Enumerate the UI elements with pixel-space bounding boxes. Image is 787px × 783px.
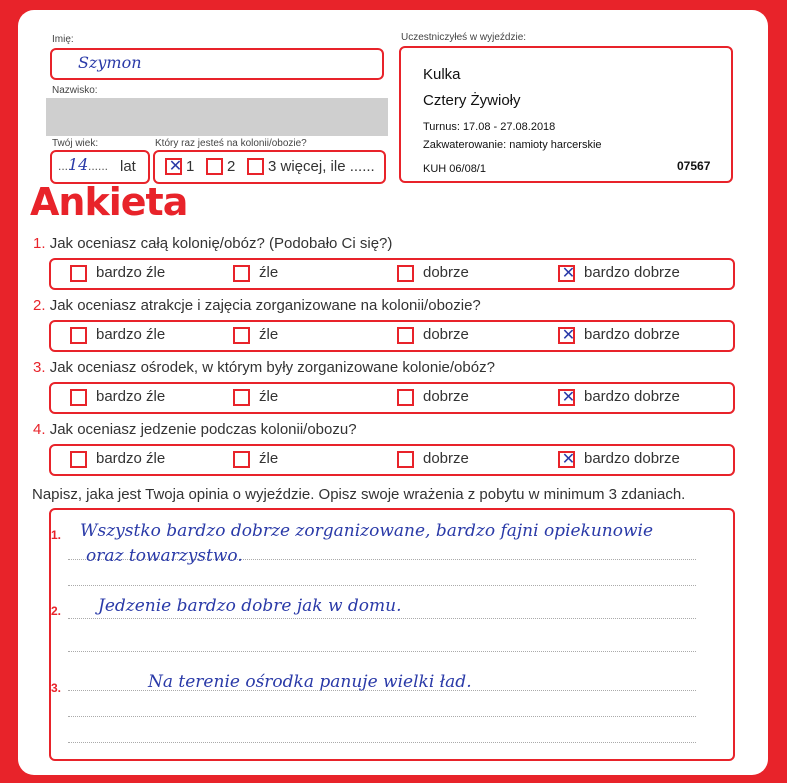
answer-number-2: 2. [51, 604, 62, 618]
rating-checkbox[interactable] [70, 265, 87, 282]
age-dots-left: .... [58, 159, 72, 173]
writing-line [68, 585, 696, 586]
rating-checkbox[interactable] [70, 327, 87, 344]
rating-option-label: bardzo źle [96, 450, 166, 467]
writing-line [68, 716, 696, 717]
rating-checkbox[interactable] [233, 389, 250, 406]
age-value: 14 [68, 155, 89, 174]
which-time-field [153, 150, 386, 184]
age-label: Twój wiek: [52, 138, 99, 149]
question-number: 2. [33, 297, 46, 314]
answer-number-3: 3. [51, 681, 62, 695]
rating-checkbox[interactable] [397, 327, 414, 344]
last-name-label: Nazwisko: [52, 85, 98, 96]
question-2 [33, 297, 481, 314]
which-time-option-2: 2 [227, 158, 236, 175]
answer-3-line-1: Na terenie ośrodka panuje wielki ład. [148, 672, 472, 692]
which-time-checkbox-2[interactable] [206, 158, 223, 175]
writing-line [68, 742, 696, 743]
first-name-label: Imię: [52, 34, 74, 45]
check-mark-icon: ✕ [561, 263, 576, 282]
trip-number: 07567 [677, 159, 711, 173]
answer-number-1: 1. [51, 528, 62, 542]
rating-checkbox[interactable] [233, 451, 250, 468]
rating-option-label: dobrze [423, 450, 469, 467]
rating-option-label: źle [259, 326, 279, 343]
question-number: 1. [33, 235, 46, 252]
question-number: 4. [33, 421, 46, 438]
rating-option-label: bardzo źle [96, 388, 166, 405]
check-mark-icon: ✕ [168, 156, 183, 175]
which-time-checkbox-3[interactable] [247, 158, 264, 175]
writing-line [68, 651, 696, 652]
last-name-redacted [46, 98, 388, 136]
question-1 [33, 235, 392, 252]
rating-checkbox[interactable] [233, 265, 250, 282]
trip-code: KUH 06/08/1 [423, 163, 486, 175]
age-unit: lat [120, 158, 136, 175]
rating-checkbox[interactable] [558, 451, 575, 468]
rating-checkbox[interactable] [558, 265, 575, 282]
question-text: Jak oceniasz całą kolonię/obóz? (Podobało Ci się?) [49, 235, 393, 252]
rating-checkbox[interactable] [397, 265, 414, 282]
answer-1-line-1: Wszystko bardzo dobrze zorganizowane, bardzo fajni opiekunowie [80, 521, 654, 541]
rating-option-label: bardzo dobrze [584, 264, 680, 281]
question-text: Jak oceniasz ośrodek, w którym były zorganizowane kolonie/obóz? [49, 359, 495, 376]
which-time-label: Który raz jesteś na kolonii/obozie? [155, 138, 307, 149]
check-mark-icon: ✕ [561, 387, 576, 406]
rating-checkbox[interactable] [233, 327, 250, 344]
age-field[interactable] [50, 150, 150, 184]
question-3 [33, 359, 495, 376]
rating-option-label: bardzo źle [96, 326, 166, 343]
rating-checkbox[interactable] [558, 327, 575, 344]
rating-option-label: dobrze [423, 388, 469, 405]
participant-label: Uczestniczyłeś w wyjeździe: [401, 32, 527, 43]
rating-checkbox[interactable] [397, 389, 414, 406]
rating-option-label: dobrze [423, 264, 469, 281]
answer-1-line-2: oraz towarzystwo. [86, 546, 243, 566]
first-name-value: Szymon [78, 53, 142, 72]
which-time-option-3: 3 więcej, ile ...... [268, 158, 375, 175]
question-number: 3. [33, 359, 46, 376]
trip-line-2: Cztery Żywioły [423, 92, 521, 109]
question-4 [33, 421, 357, 438]
age-dots-right: ...... [88, 159, 109, 173]
which-time-checkbox-1[interactable] [165, 158, 182, 175]
first-name-field[interactable] [50, 48, 384, 80]
check-mark-icon: ✕ [561, 449, 576, 468]
trip-accommodation: Zakwaterowanie: namioty harcerskie [423, 139, 602, 151]
rating-option-label: bardzo dobrze [584, 326, 680, 343]
writing-line [68, 618, 696, 619]
answer-2-line-1: Jedzenie bardzo dobre jak w domu. [98, 596, 402, 616]
rating-checkbox[interactable] [70, 389, 87, 406]
rating-option-label: źle [259, 450, 279, 467]
rating-option-label: bardzo dobrze [584, 388, 680, 405]
rating-option-label: dobrze [423, 326, 469, 343]
opinion-prompt: Napisz, jaka jest Twoja opinia o wyjeździe. Opisz swoje wrażenia z pobytu w minimum 3 zdaniach. [32, 486, 686, 503]
trip-turnus: Turnus: 17.08 - 27.08.2018 [423, 121, 556, 133]
question-text: Jak oceniasz atrakcje i zajęcia zorganizowane na kolonii/obozie? [49, 297, 481, 314]
rating-checkbox[interactable] [70, 451, 87, 468]
rating-option-label: źle [259, 388, 279, 405]
rating-option-label: bardzo źle [96, 264, 166, 281]
rating-option-label: źle [259, 264, 279, 281]
trip-line-1: Kulka [423, 66, 461, 83]
trip-info-box [399, 46, 733, 183]
page-title: Ankieta [30, 180, 188, 224]
check-mark-icon: ✕ [561, 325, 576, 344]
which-time-option-1: 1 [186, 158, 195, 175]
rating-checkbox[interactable] [558, 389, 575, 406]
rating-checkbox[interactable] [397, 451, 414, 468]
rating-option-label: bardzo dobrze [584, 450, 680, 467]
question-text: Jak oceniasz jedzenie podczas kolonii/obozu? [49, 421, 357, 438]
